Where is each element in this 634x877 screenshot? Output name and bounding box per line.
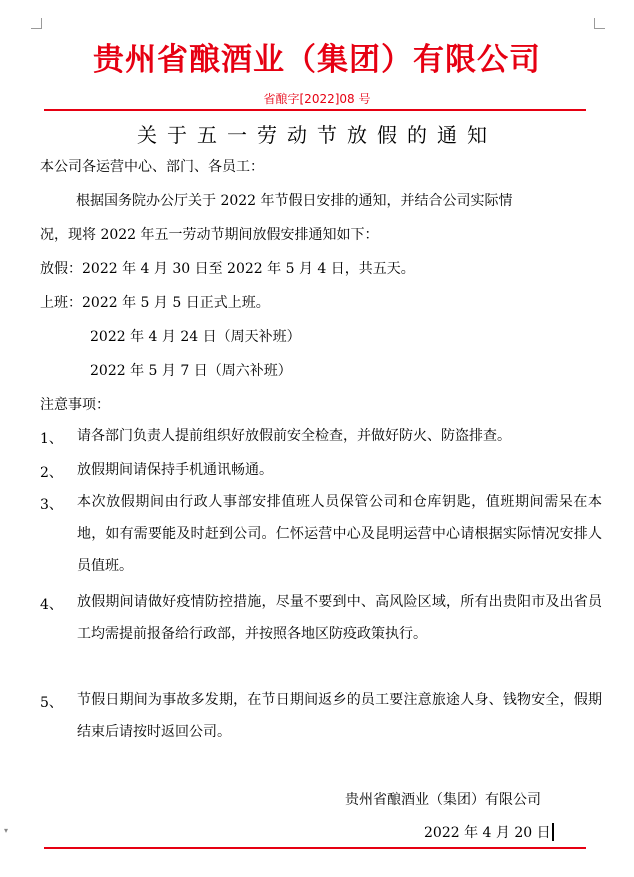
note-number: 1、 xyxy=(40,431,63,447)
margin-marker: ▾ xyxy=(4,826,9,835)
signature-date-line xyxy=(424,822,554,842)
signature-company: 贵州省酿酒业（集团）有限公司 xyxy=(345,792,541,808)
note-item: 请各部门负责人提前组织好放假前安全检查，并做好防火、防盗排查。 xyxy=(77,428,511,444)
document-number: 省酿字[2022]08 号 xyxy=(263,92,371,106)
signature-date: 2022 年 4 月 20 日 xyxy=(424,825,551,841)
footer-red-rule xyxy=(44,847,586,849)
note-number: 4、 xyxy=(40,597,63,613)
text-cursor xyxy=(552,823,554,841)
salutation: 本公司各运营中心、部门、各员工： xyxy=(40,159,264,175)
makeup-day-1: 2022 年 4 月 24 日（周天补班） xyxy=(90,329,301,345)
makeup-day-2: 2022 年 5 月 7 日（周六补班） xyxy=(90,363,292,379)
notice-title: 关于五一劳动节放假的通知 xyxy=(137,123,497,147)
note-item: 本次放假期间由行政人事部安排值班人员保管公司和仓库钥匙，值班期间需呆在本地，如有需要能及时赶到公司。仁怀运营中心及昆明运营中心请根据实际情况安排人员值班。 xyxy=(77,494,602,574)
note-number: 2、 xyxy=(40,465,63,481)
work-resume: 上班：2022 年 5 月 5 日正式上班。 xyxy=(40,295,270,311)
margin-corner-top-left xyxy=(31,18,42,29)
margin-corner-top-right xyxy=(594,18,605,29)
intro-line-2: 况，现将 2022 年五一劳动节期间放假安排通知如下： xyxy=(40,227,379,243)
note-item: 放假期间请做好疫情防控措施，尽量不要到中、高风险区域，所有出贵阳市及出省员工均需提前报备给行政部，并按照各地区防疫政策执行。 xyxy=(77,594,602,642)
intro-line-1: 根据国务院办公厅关于 2022 年节假日安排的通知，并结合公司实际情 xyxy=(76,193,513,209)
note-number: 3、 xyxy=(40,497,63,513)
header-red-rule xyxy=(44,109,586,111)
note-item: 节假日期间为事故多发期，在节日期间返乡的员工要注意旅途人身、钱物安全，假期结束后请按时返回公司。 xyxy=(77,692,602,740)
organization-name: 贵州省酿酒业（集团）有限公司 xyxy=(93,42,541,78)
note-number: 5、 xyxy=(40,695,63,711)
holiday-period: 放假：2022 年 4 月 30 日至 2022 年 5 月 4 日，共五天。 xyxy=(40,261,415,277)
notes-title: 注意事项： xyxy=(40,397,110,413)
note-item: 放假期间请保持手机通讯畅通。 xyxy=(77,462,273,478)
